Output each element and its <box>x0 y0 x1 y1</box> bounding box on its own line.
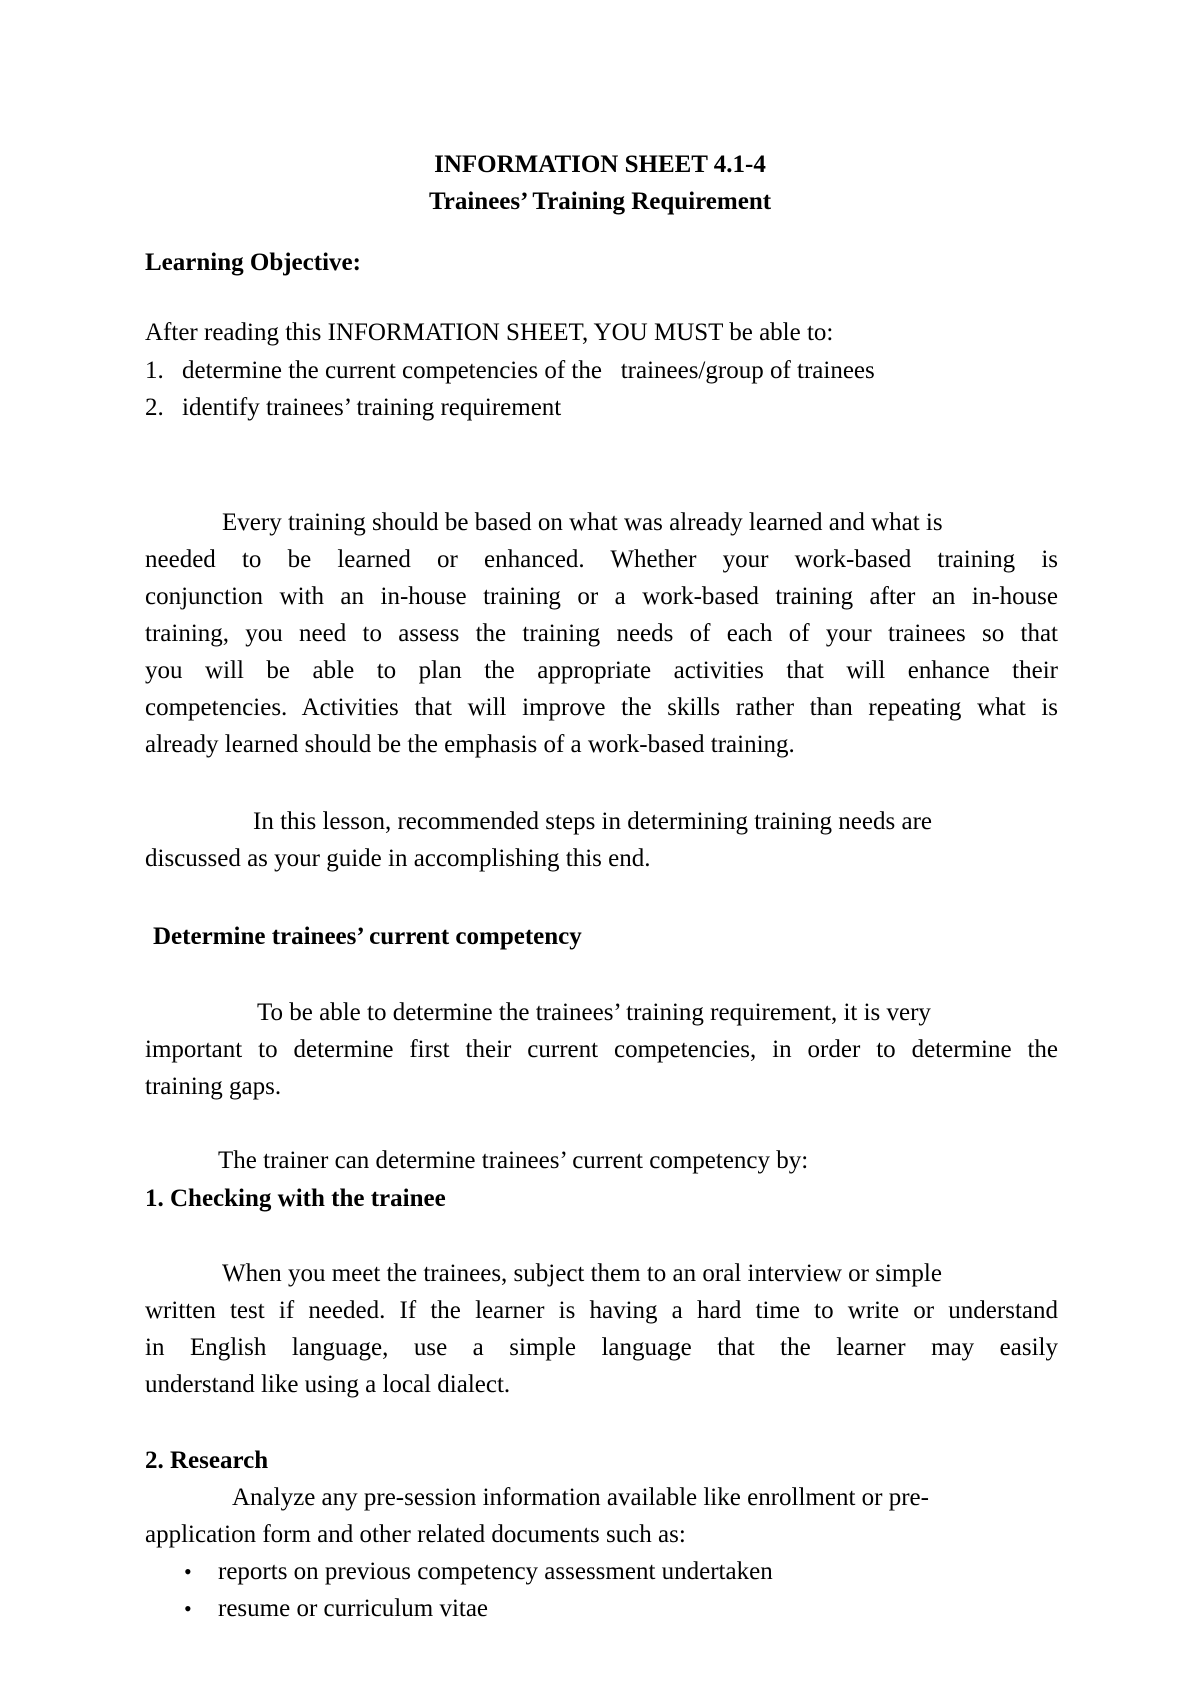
paragraph-line: The trainer can determine trainees’ current competency by: <box>218 1147 809 1174</box>
paragraph-line: Every training should be based on what was already learned and what is <box>222 509 943 536</box>
objective-intro: After reading this INFORMATION SHEET, YOU MUST be able to: <box>145 319 834 346</box>
bullet-icon: • <box>184 1559 192 1584</box>
document-title: INFORMATION SHEET 4.1-4 <box>434 151 766 178</box>
paragraph-line: application form and other related documents such as: <box>145 1521 686 1548</box>
paragraph-line: important to determine first their current competencies, in order to determine the <box>145 1036 1058 1063</box>
step-heading: 1. Checking with the trainee <box>145 1185 446 1212</box>
paragraph-line: competencies. Activities that will improve the skills rather than repeating what is <box>145 694 1058 721</box>
paragraph-line: understand like using a local dialect. <box>145 1371 511 1398</box>
document-subtitle: Trainees’ Training Requirement <box>428 188 772 215</box>
paragraph-line: Analyze any pre-session information available like enrollment or pre- <box>232 1484 929 1511</box>
paragraph-line: When you meet the trainees, subject them to an oral interview or simple <box>222 1260 942 1287</box>
paragraph-line: in English language, use a simple language that the learner may easily <box>145 1334 1058 1361</box>
step-heading: 2. Research <box>145 1447 269 1474</box>
paragraph-line: discussed as your guide in accomplishing this end. <box>145 845 651 872</box>
objective-item: determine the current competencies of the trainees/group of trainees <box>182 357 875 384</box>
paragraph-line: written test if needed. If the learner is having a hard time to write or understand <box>145 1297 1058 1324</box>
paragraph-line: training, you need to assess the training needs of each of your trainees so that <box>145 620 1058 647</box>
bullet-item: reports on previous competency assessment undertaken <box>218 1558 773 1585</box>
paragraph-line: training gaps. <box>145 1073 282 1100</box>
objective-heading: Learning Objective: <box>145 249 361 276</box>
objective-item: identify trainees’ training requirement <box>182 394 562 421</box>
objective-number: 1. <box>145 357 164 384</box>
paragraph-line: conjunction with an in-house training or a work-based training after an in-house <box>145 583 1058 610</box>
paragraph-line: In this lesson, recommended steps in determining training needs are <box>253 808 932 835</box>
bullet-icon: • <box>184 1596 192 1621</box>
objective-number: 2. <box>145 394 164 421</box>
section-heading: Determine trainees’ current competency <box>153 923 582 950</box>
bullet-item: resume or curriculum vitae <box>218 1595 489 1622</box>
paragraph-line: already learned should be the emphasis of a work-based training. <box>145 731 795 758</box>
paragraph-line: you will be able to plan the appropriate activities that will enhance their <box>145 657 1058 684</box>
paragraph-line: To be able to determine the trainees’ training requirement, it is very <box>257 999 931 1026</box>
paragraph-line: needed to be learned or enhanced. Whether your work-based training is <box>145 546 1058 573</box>
